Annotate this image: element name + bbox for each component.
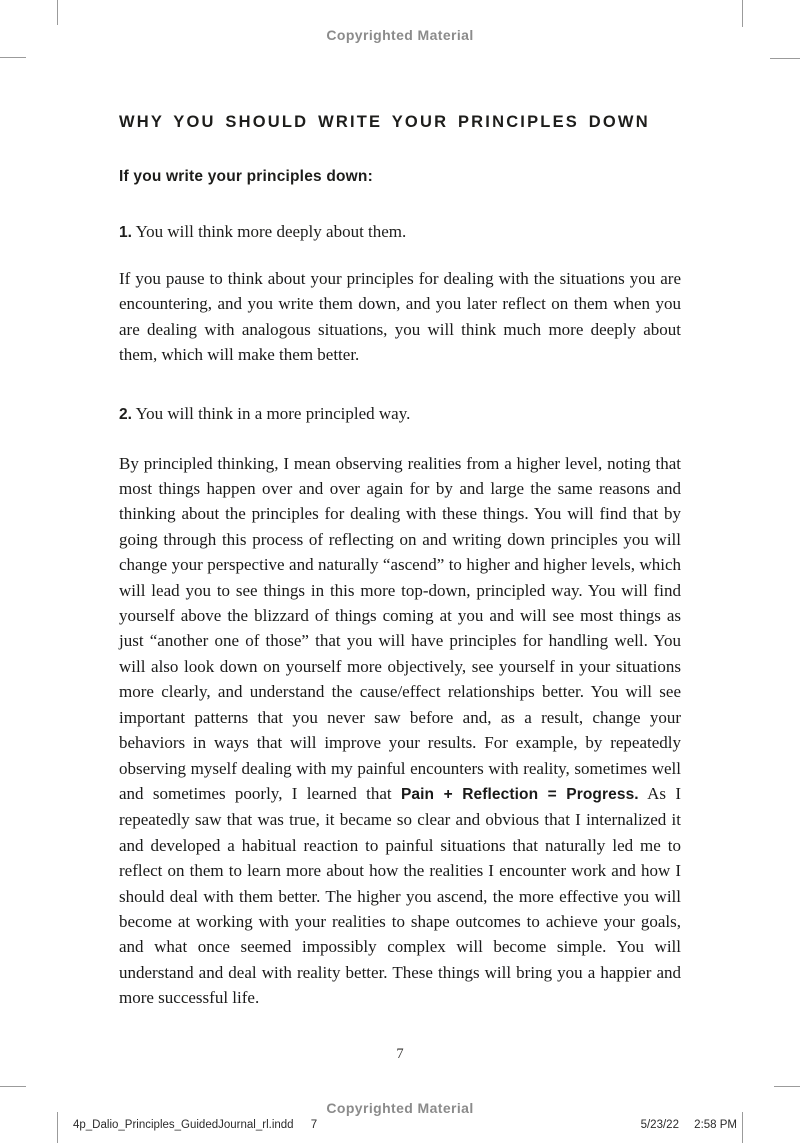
slug-date: 5/23/22 [640,1119,679,1131]
page-title: WHY YOU SHOULD WRITE YOUR PRINCIPLES DOWN [119,113,650,131]
slug-time: 2:58 PM [694,1119,737,1131]
item-1-number: 1. [119,224,132,241]
slug-filename-group [73,1119,317,1131]
numbered-item-2 [119,403,681,426]
item-1-text: You will think more deeply about them. [135,222,407,241]
item-2-text: You will think in a more principled way. [135,403,411,423]
page-number: 7 [396,1046,404,1062]
paragraph-1: If you pause to think about your principles for dealing with the situations you are encountering, and you write them down, and you later reflect on them when you are dealing with analogous situations, you will think much more deeply about them, which will make them better. [119,269,681,365]
item-2-number: 2. [119,405,132,423]
crop-mark-bottom-right-horizontal [774,1086,800,1087]
slug-datetime-group [641,1119,737,1131]
crop-mark-bottom-left-horizontal [0,1086,26,1087]
section-subheading: If you write your principles down: [119,168,373,185]
page-content [119,112,681,1028]
copyright-notice-bottom: Copyrighted Material [326,1100,474,1116]
crop-mark-top-left-vertical [57,0,58,25]
numbered-item-1 [119,221,681,244]
crop-mark-top-left-horizontal [0,57,26,58]
crop-mark-bottom-right-vertical [742,1112,743,1143]
slug-filename: 4p_Dalio_Principles_GuidedJournal_rl.indd [73,1119,294,1131]
paragraph-2-tail: As I repeatedly saw that was true, it became so clear and obvious that I internalized it and developed a habitual reaction to painful situations that naturally led me to reflect on them to learn more about how the realities I encounter work and how I should deal with them better. The higher you ascend, the more effective you will become at working with your realities to shape outcomes to achieve your goals, and what once seemed impossibly complex will become simple. You will understand and deal with reality better. These things will bring you a happier and more successful life. [119,783,681,1008]
crop-mark-top-right-vertical [742,0,743,27]
paragraph-2-lead: By principled thinking, I mean observing realities from a higher level, noting that most things happen over and over again for by and large the same reasons and thinking about the principles for dealing with these things. You will find that by going through this process of reflecting on and writing down principles you will change your perspective and naturally “ascend” to higher and higher levels, which will lead you to see things in this more top-down, principled way. You will find yourself above the blizzard of things coming at you and will see most things as just “another one of those” that you will have principles for handling well. You will also look down on yourself more objectively, see yourself in your situations more clearly, and understand the cause/effect relationships better. You will see important patterns that you never saw before and, as a result, change your behaviors in ways that will improve your results. For example, by repeatedly observing myself dealing with my painful encounters with reality, sometimes well and sometimes poorly, I learned that [119,453,681,803]
paragraph-2 [119,451,681,1011]
crop-mark-bottom-left-vertical [57,1112,58,1143]
print-slug-line [73,1119,737,1131]
crop-mark-top-right-horizontal [770,58,800,59]
pain-reflection-progress-formula: Pain + Reflection = Progress. [400,785,639,803]
slug-page-number: 7 [310,1119,318,1131]
copyright-notice-top: Copyrighted Material [326,27,474,43]
